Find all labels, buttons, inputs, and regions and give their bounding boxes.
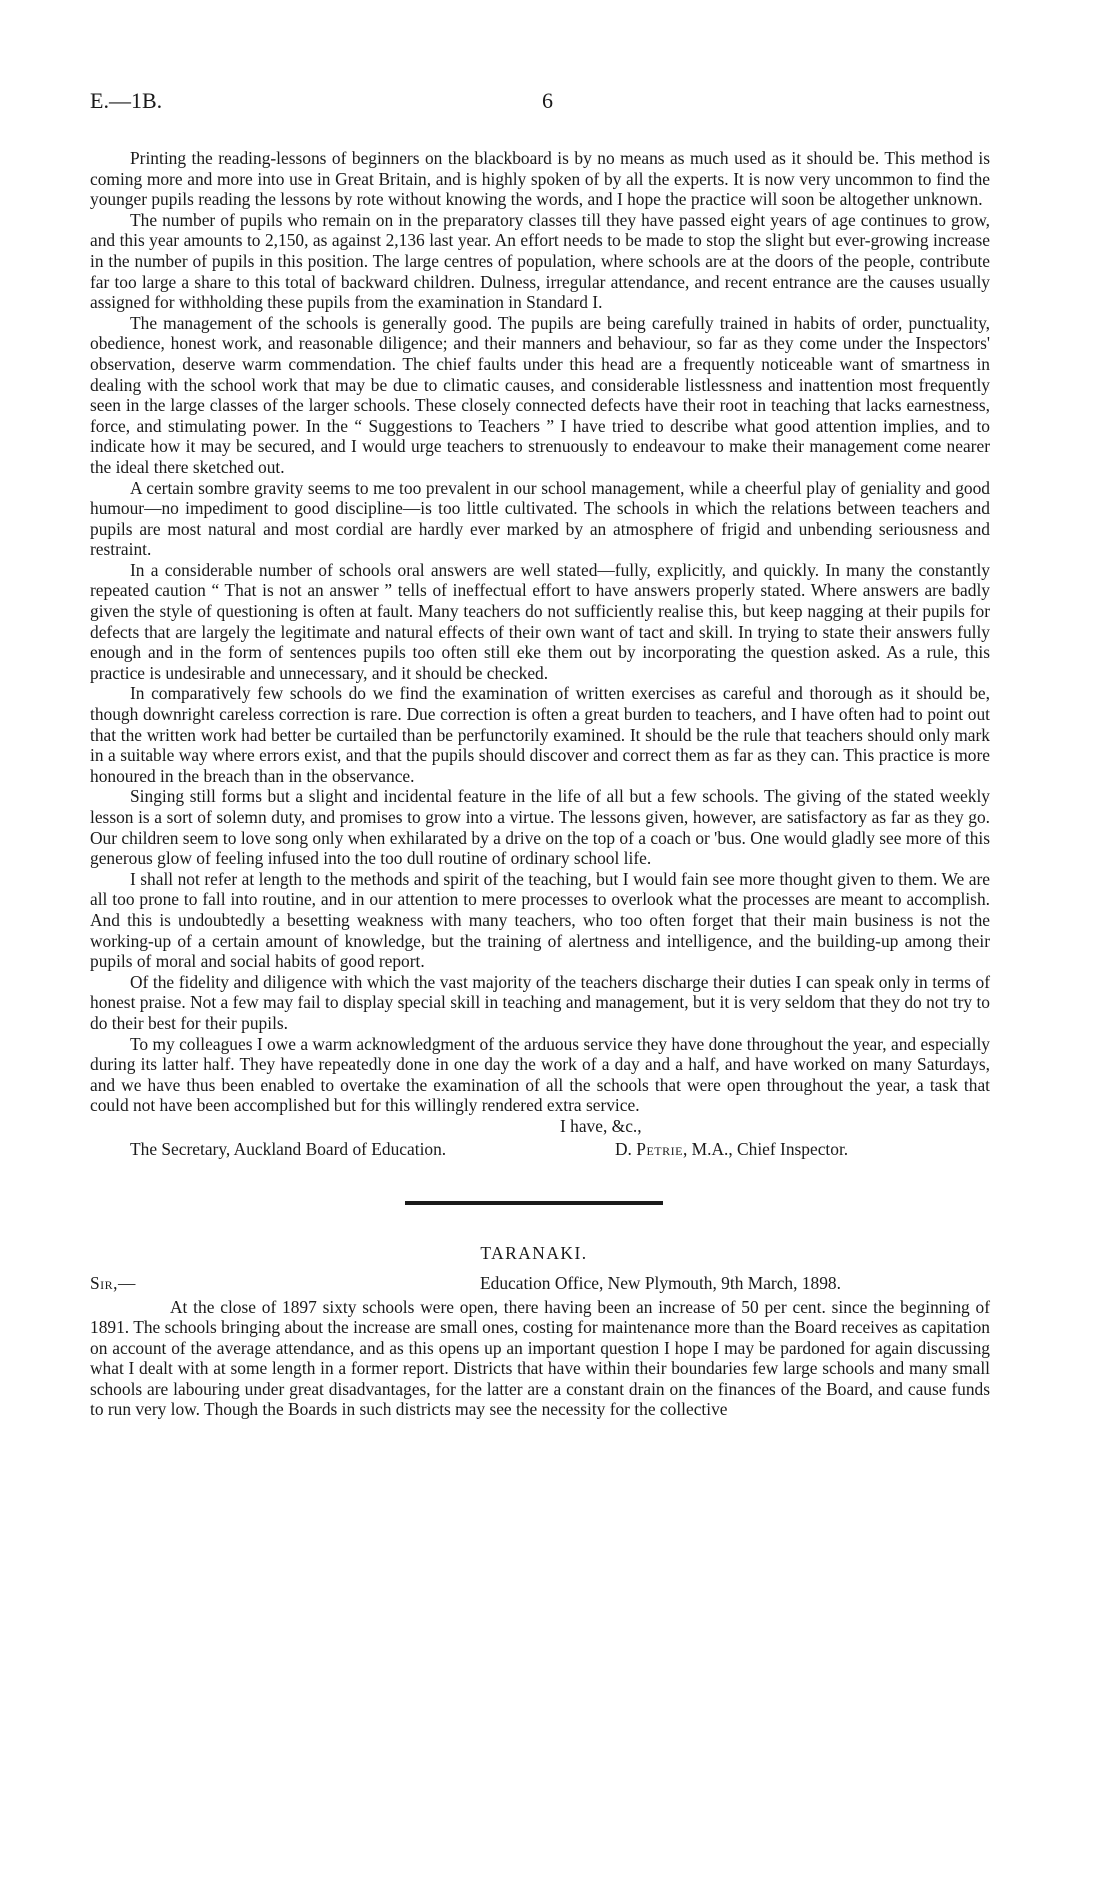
paragraph-preparatory-classes: The number of pupils who remain on in the preparatory classes till they have passed eight years of age continues to grow, and this year amounts to 2,150, as against 2,136 last year. An effort needs to be made to stop the slight but ever-growing increase in the number of pupils in this position. The large centres of population, where schools are at the doors of the people, contribute far too large a share to this total of backward children. Dulness, irregular attendance, and recent entrance are the causes usually assigned for withholding these pupils from the examination in Standard I. [90, 209, 990, 313]
paragraph-written-exercises: In comparatively few schools do we find the examination of written exercises as careful and thorough as it should be, though downright careless correction is rare. Due correction is often a great burden to teachers, and I have often had to point out that the written work had better be curtailed than be perfunctorily examined. It should be the rule that teachers should only mark in a suitable way where errors exist, and that the pupils should discover and correct them as far as they can. This practice is more honoured in the breach than in the observance. [90, 683, 990, 786]
signatory-name: Petrie [636, 1138, 683, 1159]
addressee: The Secretary, Auckland Board of Education. [130, 1138, 447, 1159]
page-header [90, 88, 990, 128]
letter-closing [90, 1116, 990, 1161]
closing-formula: I have, &c., [560, 1115, 642, 1136]
salutation-line [90, 1273, 990, 1295]
paragraph-management: The management of the schools is generally good. The pupils are being carefully trained in habits of order, punctuality, obedience, honest work, and reasonable diligence; and their manners and behaviour, so far as they come under the Inspectors' observation, deserve warm commendation. The chief faults under this head are a frequently noticeable want of smartness in dealing with the school work that may be due to climatic causes, and considerable listlessness and inattention most frequently seen in the large classes of the larger schools. These closely connected defects have their root in teaching that lacks earnestness, force, and stimulating power. In the “ Suggestions to Teachers ” I have tried to describe what good attention implies, and to indicate how it may be secured, and I would urge teachers to strenuously to endeavour to make their management come nearer the ideal there sketched out. [90, 312, 990, 477]
signature-line [90, 1139, 990, 1161]
salutation: Sir,— [90, 1272, 136, 1293]
document-reference: E.—1B. [90, 88, 163, 113]
report-body [90, 148, 990, 1116]
paragraph-teaching-methods: I shall not refer at length to the methods and spirit of the teaching, but I would fain see more thought given to them. We are all too prone to fall into routine, and in our attention to mere processes to overlook what the processes are meant to accomplish. And this is undoubtedly a besetting weakness with many teachers, who too often forget that their main business is not the working-up of a certain amount of knowledge, but the training of alertness and intelligence, and the building-up among their pupils of moral and social habits of good report. [90, 868, 990, 972]
paragraph-oral-answers: In a considerable number of schools oral answers are well stated—fully, explicitly, and quickly. In many the constantly repeated caution “ That is not an answer ” tells of ineffectual effort to have answers properly stated. Where answers are badly given the style of questioning is often at fault. Many teachers do not sufficiently realise this, but keep nagging at their pupils for defects that are largely the legitimate and natural effects of their own want of tact and skill. In trying to state their answers fully enough and in the form of sentences pupils too often still eke them out by incorporating the question asked. As a rule, this practice is undesirable and unnecessary, and it should be checked. [90, 559, 990, 683]
paragraph-sombre-gravity: A certain sombre gravity seems to me too prevalent in our school management, while a cheerful play of geniality and good humour—no impediment to good discipline—is too little cultivated. The schools in which the relations between teachers and pupils are most natural and most cordial are hardly ever marked by an atmosphere of frigid and unbending seriousness and restraint. [90, 477, 990, 560]
paragraph-colleagues: To my colleagues I owe a warm acknowledgment of the arduous service they have done throughout the year, and especially during its latter half. They have repeatedly done in one day the work of a day and a half, and have worked on many Saturdays, and we have thus been enabled to overtake the examination of all the schools that were open throughout the year, a task that could not have been accomplished but for this willingly rendered extra service. [90, 1033, 990, 1116]
paragraph-blackboard: Printing the reading-lessons of beginners on the blackboard is by no means as much used as it should be. This method is coming more and more into use in Great Britain, and is highly spoken of by all the experts. It is now very uncommon to find the younger pupils reading the lessons by rote without knowing the words, and I hope the practice will soon be altogether unknown. [90, 148, 990, 210]
signature [615, 1139, 848, 1160]
signatory-title: , M.A., Chief Inspector. [682, 1138, 849, 1159]
paragraph-singing: Singing still forms but a slight and incidental feature in the life of all but a few schools. The giving of the stated weekly lesson is a sort of solemn duty, and promises to grow into a virtue. The lessons given, however, are satisfactory as far as they go. Our children seem to love song only when exhilarated by a drive on the top of a coach or 'bus. One would gladly see more of this generous glow of feeling infused into the too dull routine of ordinary school life. [90, 786, 990, 869]
paragraph-fidelity: Of the fidelity and diligence with which the vast majority of the teachers discharge their duties I can speak only in terms of honest praise. Not a few may fail to display special skill in teaching and management, but it is very seldom that they do not try to do their best for their pupils. [90, 971, 990, 1033]
document-page [90, 88, 990, 1420]
paragraph-taranaki-schools: At the close of 1897 sixty schools were open, there having been an increase of 50 per cent. since the beginning of 1891. The schools bringing about the increase are small ones, costing for maintenance more than the Board receives as capitation on account of the average attendance, and as this opens up an important question I hope I may be pardoned for again discussing what I dealt with at some length in a former report. Districts that have within their boundaries few large schools and many small schools are labouring under great disadvantages, for the latter are a constant drain on the finances of the Board, and cause funds to run very low. Though the Boards in such districts may see the necessity for the collective [90, 1296, 990, 1420]
section-title: TARANAKI. [480, 1242, 588, 1263]
page-number: 6 [542, 88, 553, 113]
office-dateline: Education Office, New Plymouth, 9th March, 1898. [480, 1272, 841, 1293]
signatory-initial: D. [615, 1138, 632, 1159]
taranaki-report-body [90, 1297, 990, 1421]
section-divider [405, 1201, 663, 1205]
